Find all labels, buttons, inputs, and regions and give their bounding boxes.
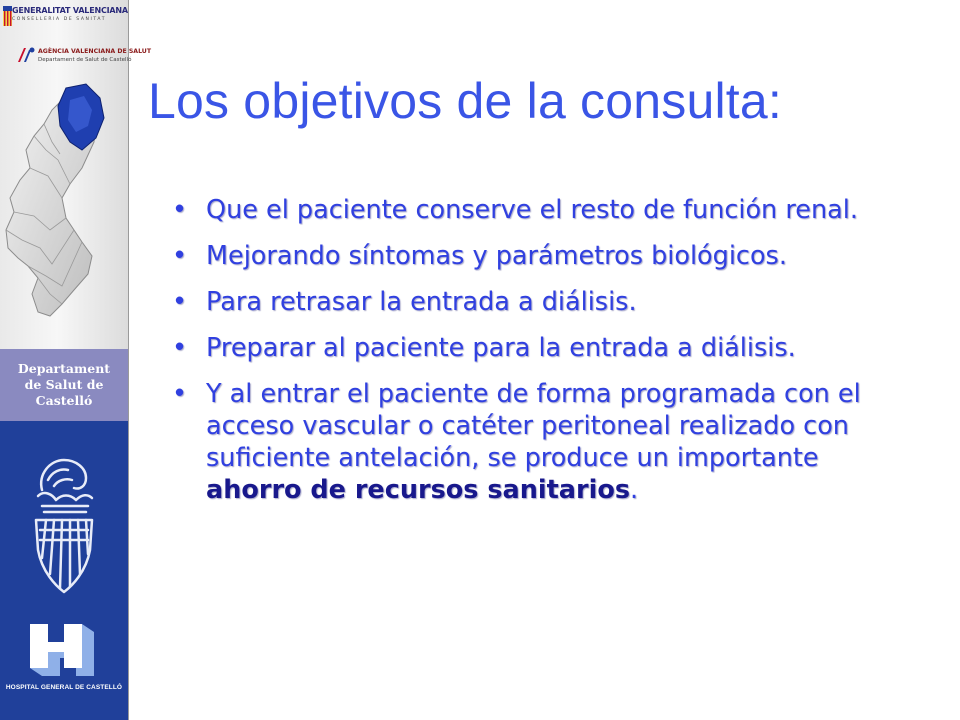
bullet-icon: •: [172, 241, 188, 271]
sidebar: [0, 0, 152, 720]
bullet-icon: •: [172, 379, 188, 409]
generalitat-header: [2, 4, 152, 66]
list-item: [168, 378, 908, 506]
department-label-line-2: de Salut de: [24, 377, 104, 392]
bullet-text: Preparar al paciente para la entrada a diálisis.: [206, 333, 796, 363]
avs-logo-icon: [16, 46, 36, 64]
list-item: [168, 332, 908, 364]
hospital-h-logo-icon: [24, 618, 104, 682]
list-item: [168, 240, 908, 272]
conselleria-subtitle: CONSELLERIA DE SANITAT: [12, 17, 107, 22]
list-item: [168, 286, 908, 318]
valencia-region-map-icon: [0, 80, 128, 340]
hospital-label: HOSPITAL GENERAL DE CASTELLÓ: [5, 684, 123, 691]
list-item: [168, 194, 908, 226]
bullet-icon: •: [172, 287, 188, 317]
objectives-list: [168, 194, 908, 520]
generalitat-title: GENERALITAT VALENCIANA: [12, 6, 128, 15]
bullet-icon: •: [172, 333, 188, 363]
bullet-text: Y al entrar el paciente de forma programada con el acceso vascular o catéter peritoneal realizado con suficiente antelación, se produce un importante: [206, 379, 861, 473]
bullet-text: Mejorando síntomas y parámetros biológicos.: [206, 241, 787, 271]
agency-subtitle: Departament de Salut de Castelló: [38, 57, 132, 63]
slide-title: Los objetivos de la consulta:: [148, 73, 782, 129]
department-label-line-3: Castelló: [35, 393, 93, 408]
bullet-icon: •: [172, 195, 188, 225]
coat-of-arms-icon: [28, 450, 100, 600]
department-label-box: [0, 349, 128, 421]
bullet-text: Que el paciente conserve el resto de función renal.: [206, 195, 858, 225]
bullet-emphasis: ahorro de recursos sanitarios: [206, 475, 631, 505]
bullet-text: Para retrasar la entrada a diálisis.: [206, 287, 637, 317]
department-label-line-1: Departament: [17, 361, 111, 376]
bullet-text-end: .: [630, 475, 639, 505]
agency-title: AGÈNCIA VALENCIANA DE SALUT: [38, 48, 152, 55]
